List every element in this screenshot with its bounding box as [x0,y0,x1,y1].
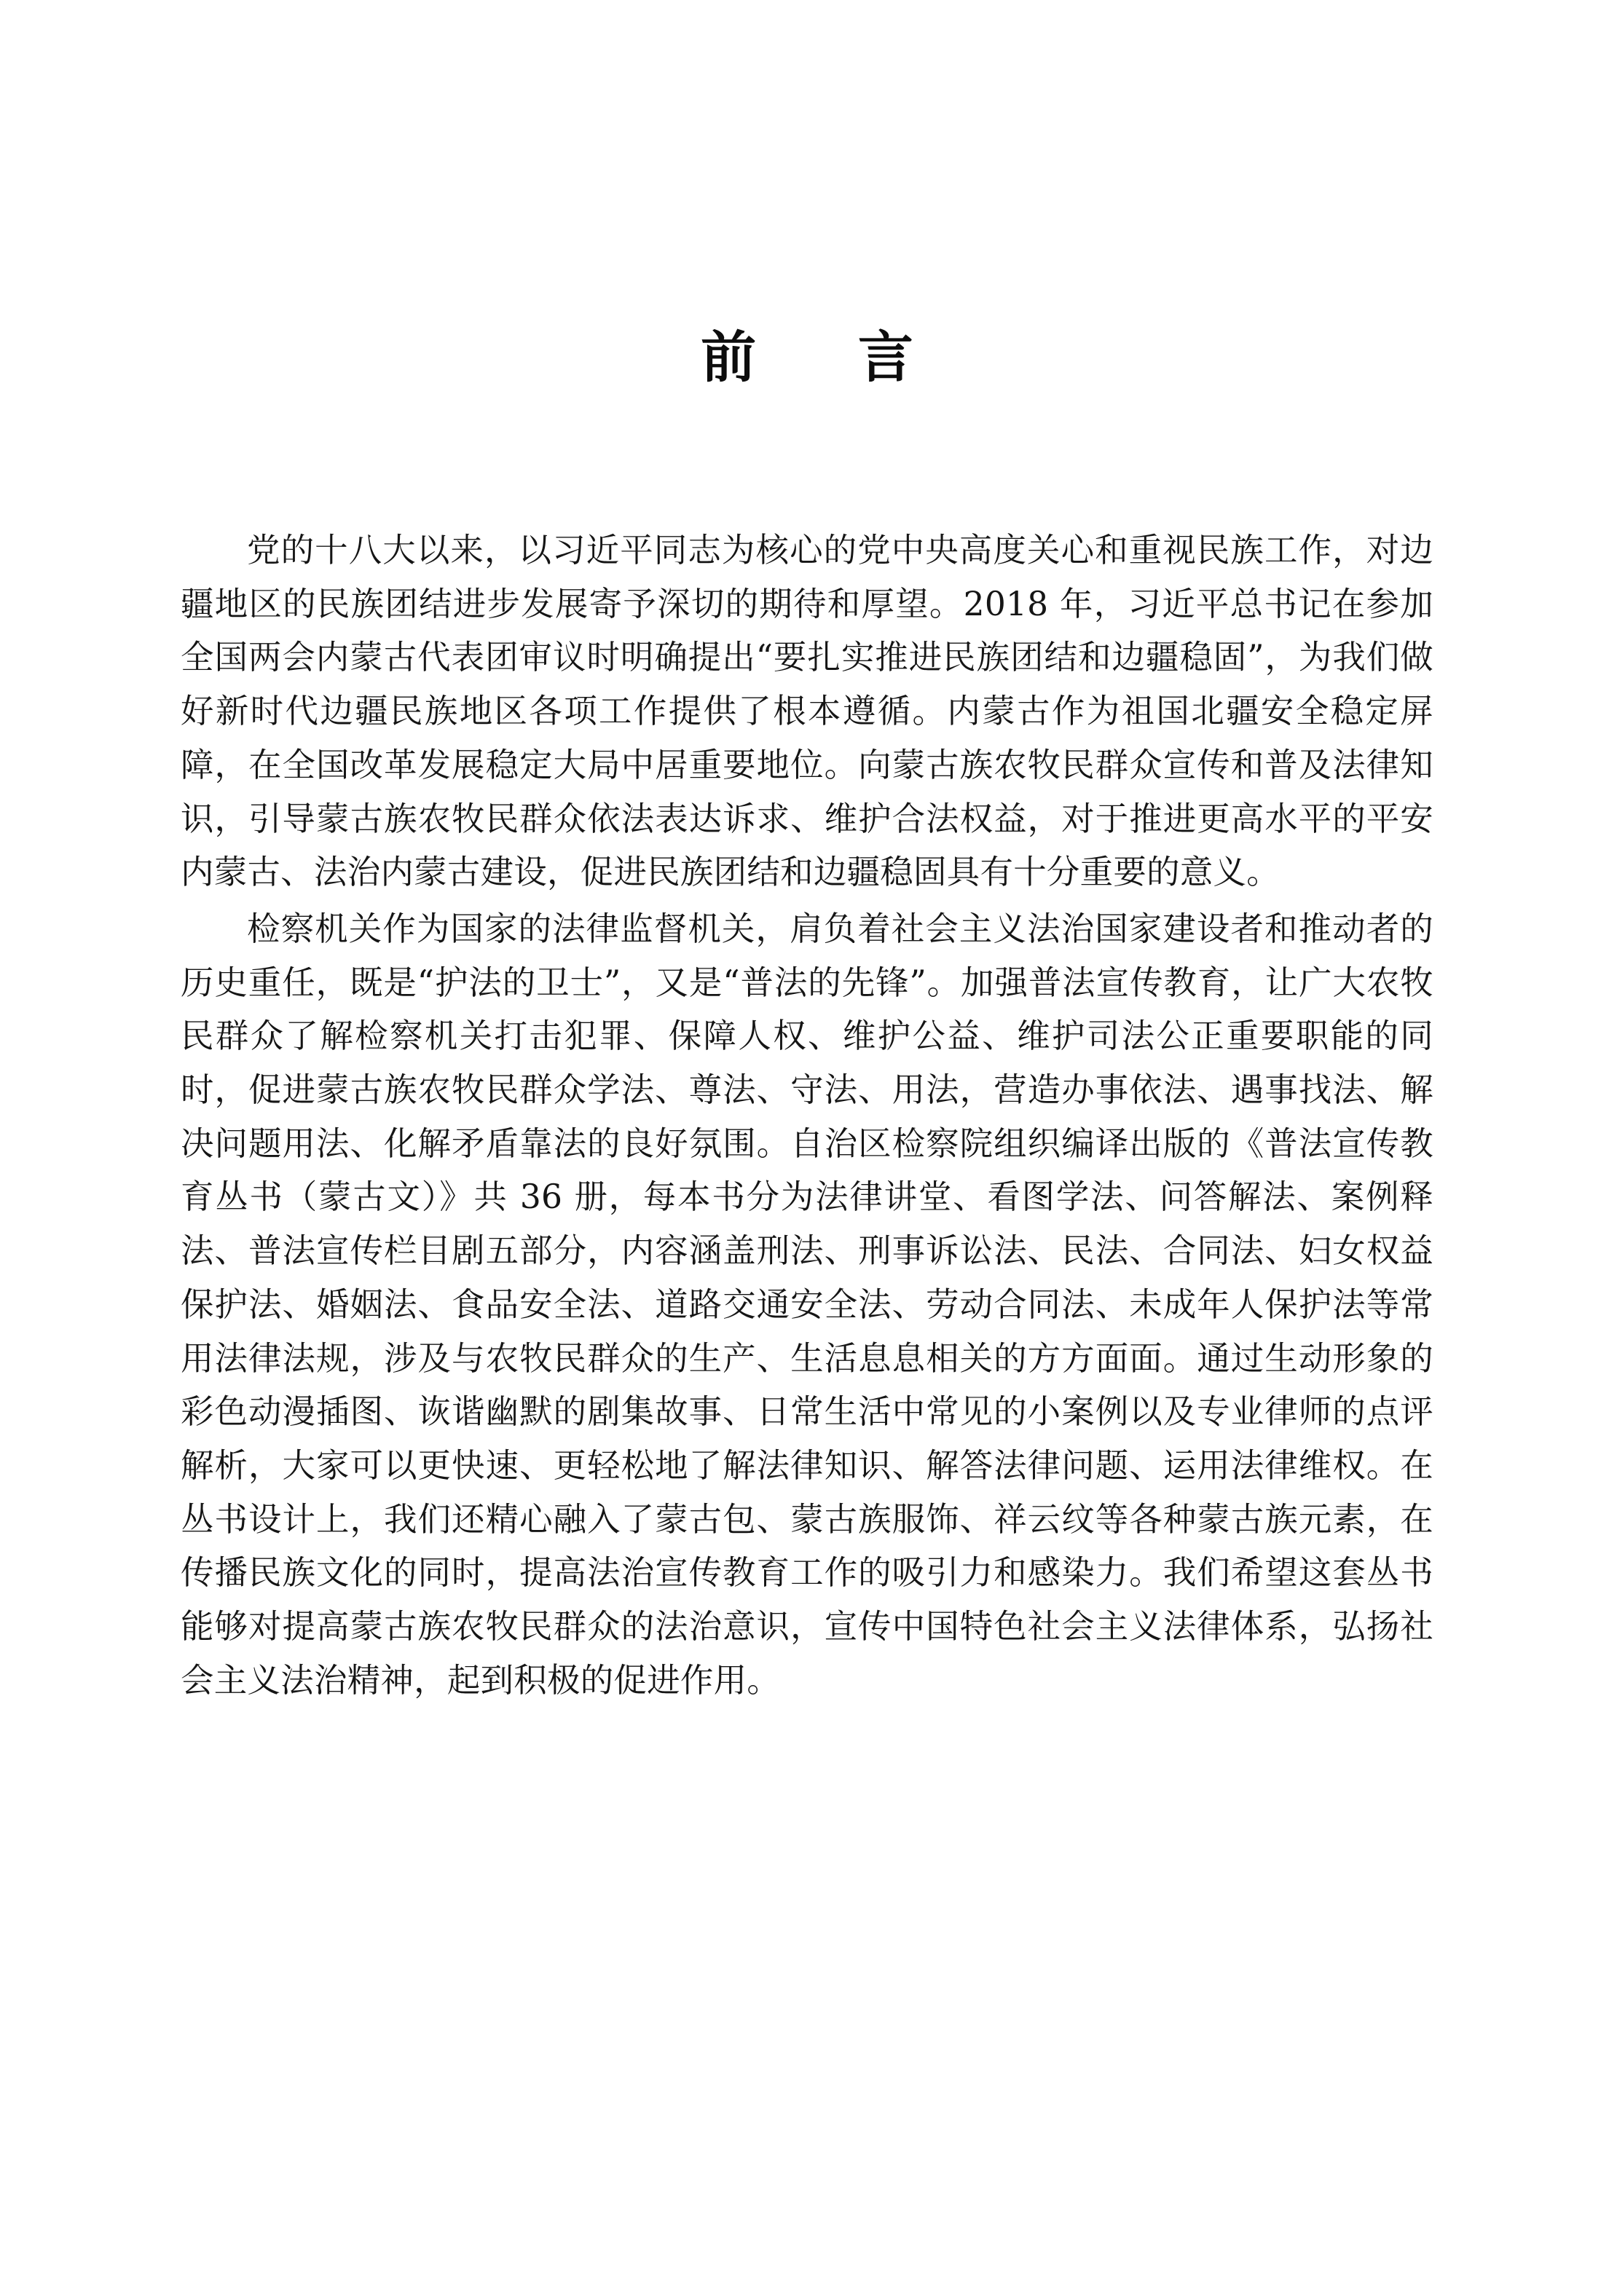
paragraph: 检察机关作为国家的法律监督机关，肩负着社会主义法治国家建设者和推动者的历史重任，既是“护法的卫士”，又是“普法的先锋”。加强普法宣传教育，让广大农牧民群众了解检察机关打击犯罪、保障人权、维护公益、维护司法公正重要职能的同时，促进蒙古族农牧民群众学法、尊法、守法、用法，营造办事依法、遇事找法、解决问题用法、化解矛盾靠法的良好氛围。自治区检察院组织编译出版的《普法宣传教育丛书（蒙古文）》共 36 册，每本书分为法律讲堂、看图学法、问答解法、案例释法、普法宣传栏目剧五部分，内容涵盖刑法、刑事诉讼法、民法、合同法、妇女权益保护法、婚姻法、食品安全法、道路交通安全法、劳动合同法、未成年人保护法等常用法律法规，涉及与农牧民群众的生产、生活息息相关的方方面面。通过生动形象的彩色动漫插图、诙谐幽默的剧集故事、日常生活中常见的小案例以及专业律师的点评解析，大家可以更快速、更轻松地了解法律知识、解答法律问题、运用法律维权。在丛书设计上，我们还精心融入了蒙古包、蒙古族服饰、祥云纹等各种蒙古族元素，在传播民族文化的同时，提高法治宣传教育工作的吸引力和感染力。我们希望这套丛书能够对提高蒙古族农牧民群众的法治意识，宣传中国特色社会主义法律体系，弘扬社会主义法治精神，起到积极的促进作用。 [181,909,1433,1700]
preface-body [181,524,1433,1707]
page-content [181,0,1433,1707]
paragraph: 党的十八大以来，以习近平同志为核心的党中央高度关心和重视民族工作，对边疆地区的民族团结进步发展寄予深切的期待和厚望。2018 年，习近平总书记在参加全国两会内蒙古代表团审议时明确提出“要扎实推进民族团结和边疆稳固”，为我们做好新时代边疆民族地区各项工作提供了根本遵循。内蒙古作为祖国北疆安全稳定屏障，在全国改革发展稳定大局中居重要地位。向蒙古族农牧民群众宣传和普及法律知识，引导蒙古族农牧民群众依法表达诉求、维护合法权益，对于推进更高水平的平安内蒙古、法治内蒙古建设，促进民族团结和边疆稳固具有十分重要的意义。 [181,531,1433,892]
page-title: 前 言 [701,325,937,390]
